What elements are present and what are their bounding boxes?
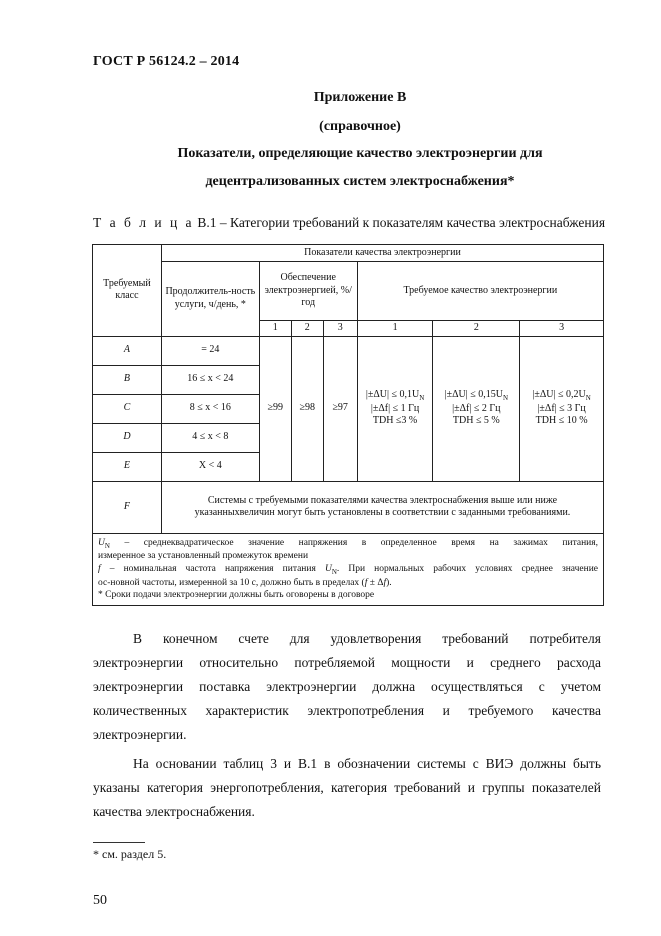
quality-cell — [433, 336, 520, 481]
row-class: E — [93, 452, 162, 481]
row-class: F — [93, 481, 162, 533]
supply-value: ≥99 — [259, 336, 291, 481]
paragraph-1-line: электроэнергии поставка электроэнергии должна осуществляться с учетом — [93, 679, 601, 694]
header-duration: Продолжитель-ность услуги, ч/день, * — [161, 262, 259, 337]
page-number: 50 — [93, 893, 107, 908]
paragraph-1-line: количественных характеристик электропотребления и требуемого качества — [93, 703, 601, 718]
note-text: – среднеквадратическое значение напряжения в определенное время на зажимах питания, — [109, 537, 598, 548]
footnote: * см. раздел 5. — [93, 847, 167, 861]
paragraph-2 — [93, 752, 601, 824]
row-duration: 8 ≤ x < 16 — [161, 394, 259, 423]
note-var: U — [324, 563, 332, 574]
note-text: ± Δ — [367, 577, 384, 588]
note-text: ). — [386, 577, 392, 588]
header-supply: Обеспечение электроэнергией, %/год — [259, 262, 357, 321]
row-f-description — [161, 481, 603, 533]
subheader-num: 2 — [291, 321, 323, 337]
quality-thd: TDH ≤ 10 % — [535, 415, 588, 427]
table-notes — [93, 533, 604, 605]
note-var-sub: N — [331, 567, 337, 576]
quality-cell — [520, 336, 604, 481]
quality-voltage: |±ΔU| ≤ 0,1U — [365, 389, 420, 401]
note-var: f — [383, 577, 387, 588]
note-var: f — [364, 577, 368, 588]
paragraph-1-line: электроэнергии относительно потребляемой мощности и среднего расхода — [93, 655, 601, 670]
table-caption-prefix: Т а б л и ц а — [93, 215, 195, 230]
quality-voltage-sub: N — [502, 394, 509, 403]
note-un-line2: измеренное за установленный промежуток времени — [98, 551, 309, 562]
row-duration: 16 ≤ x < 24 — [161, 365, 259, 394]
subheader-num: 1 — [259, 321, 291, 337]
subheader-num: 3 — [323, 321, 357, 337]
quality-voltage-sub: N — [585, 394, 591, 403]
paragraph-2-line: качества электроснабжения. — [93, 804, 255, 819]
subheader-num: 1 — [357, 321, 433, 337]
row-class: B — [93, 365, 162, 394]
header-class: Требуемый класс — [93, 245, 162, 337]
standard-id: ГОСТ Р 56124.2 – 2014 — [93, 54, 240, 69]
note-var: f — [98, 563, 101, 574]
paragraph-2-line: На основании таблиц 3 и В.1 в обозначении системы с ВИЭ должны быть — [133, 756, 601, 771]
quality-frequency: |±Δf| ≤ 3 Гц — [537, 402, 586, 414]
note-un-line1 — [98, 537, 598, 551]
table-caption-text: В.1 – Категории требований к показателям качества электроснабжения — [194, 215, 606, 230]
quality-cell — [357, 336, 433, 481]
quality-voltage: |±ΔU| ≤ 0,2U — [532, 389, 586, 401]
row-class: D — [93, 423, 162, 452]
note-schedule: * Сроки подачи электроэнергии должны быть оговорены в договоре — [98, 590, 375, 601]
paragraph-2-line: указаны категория энергопотребления, категория требований и группы показателей — [93, 780, 601, 795]
row-class: C — [93, 394, 162, 423]
row-class: A — [93, 336, 162, 365]
note-f-line2 — [98, 577, 598, 589]
note-text: ос-новной частоты, измеренной за 10 с, должно быть в пределах ( — [98, 577, 365, 588]
quality-frequency: |±Δf| ≤ 2 Гц — [452, 402, 501, 414]
note-text: . При нормальных рабочих условиях среднее значение — [336, 563, 598, 574]
row-duration: = 24 — [161, 336, 259, 365]
appendix-title: Приложение В — [313, 90, 407, 105]
footnote-rule — [93, 842, 145, 843]
row-f-line2: указанныхвеличин могут быть установлены в соответствии с заданными требованиями. — [194, 507, 571, 518]
row-duration: 4 ≤ x < 8 — [161, 423, 259, 452]
quality-voltage-sub: N — [419, 394, 425, 403]
quality-voltage: |±ΔU| ≤ 0,15U — [444, 389, 503, 401]
quality-thd: TDH ≤3 % — [372, 415, 418, 427]
appendix-heading-line2: децентрализованных систем электроснабжения* — [205, 174, 515, 189]
note-f-line1 — [98, 563, 598, 577]
note-var-sub: N — [104, 541, 110, 550]
appendix-heading-line1: Показатели, определяющие качество электроэнергии для — [177, 146, 543, 161]
supply-value: ≥97 — [323, 336, 357, 481]
table-caption — [93, 215, 605, 231]
header-quality: Требуемое качество электроэнергии — [357, 262, 603, 321]
header-group: Показатели качества электроэнергии — [161, 245, 603, 262]
quality-thd: TDH ≤ 5 % — [452, 415, 500, 427]
appendix-subtitle: (справочное) — [319, 119, 401, 134]
paragraph-1 — [93, 627, 601, 747]
quality-frequency: |±Δf| ≤ 1 Гц — [370, 402, 420, 414]
supply-value: ≥98 — [291, 336, 323, 481]
note-var: U — [98, 537, 105, 548]
row-f-line1: Системы с требуемыми показателями качества электроснабжения выше или ниже — [207, 494, 558, 506]
subheader-num: 2 — [433, 321, 520, 337]
requirements-table — [92, 244, 604, 606]
paragraph-1-line: В конечном счете для удовлетворения требований потребителя — [133, 631, 601, 646]
note-text: – номинальная частота напряжения питания — [100, 563, 325, 574]
subheader-num: 3 — [520, 321, 604, 337]
paragraph-1-line: электроэнергии. — [93, 727, 187, 742]
row-duration: X < 4 — [161, 452, 259, 481]
